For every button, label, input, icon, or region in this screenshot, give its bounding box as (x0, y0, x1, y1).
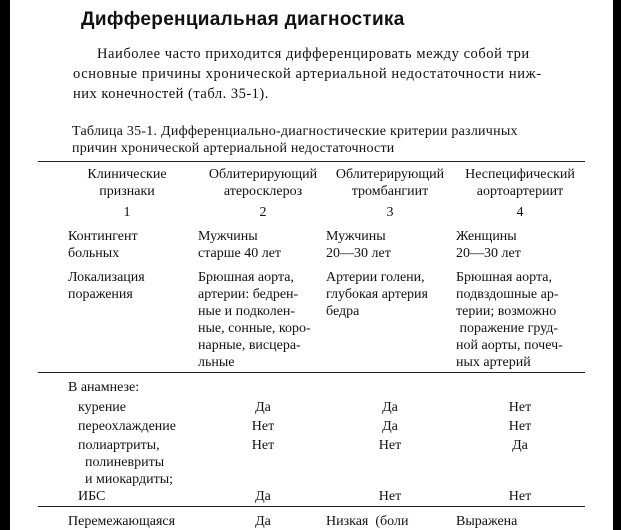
section-heading: Дифференциальная диагностика (81, 9, 405, 30)
table-rule (38, 372, 585, 373)
table-cell: Да (382, 419, 398, 434)
header-cell: Облитерирующий тромбангиит (335, 167, 445, 199)
table-cell: Женщины 20—30 лет (456, 229, 521, 261)
anamnesis-item-label: ИБС (78, 489, 106, 504)
row-label: Локализация поражения (68, 270, 145, 302)
caption-line: Таблица 35-1. Дифференциально-диагностические критерии различных (72, 124, 518, 139)
header-cell: Облитерирующий атеросклероз (208, 167, 318, 199)
row-label: Перемежающаяся (68, 514, 176, 529)
header-cell: Клинические признаки (87, 167, 167, 199)
table-cell: Нет (378, 438, 402, 453)
table-cell: Нет (378, 489, 402, 504)
column-number: 4 (516, 205, 524, 220)
intro-line: них конечностей (табл. 35-1). (73, 86, 269, 102)
row-label: Контингент больных (68, 229, 138, 261)
table-cell: Нет (508, 419, 532, 434)
table-cell: Да (255, 514, 271, 529)
header-cell: Неспецифический аортоартериит (465, 167, 575, 199)
caption-line: причин хронической артериальной недостаточности (72, 141, 395, 156)
intro-line: основные причины хронической артериальной недостаточности ниж- (73, 66, 542, 82)
table-cell: Артерии голени, глубокая артерия бедра (326, 270, 428, 319)
table-cell: Нет (251, 438, 275, 453)
table-cell: Брюшная аорта, артерии: бедрен- ные и подколен- ные, сонные, коро- нарные, висцера- льные (198, 270, 311, 370)
table-cell: Брюшная аорта, подвздошные ар- терии; возможно поражение груд- ной аорты, почеч- ных артерий (456, 270, 563, 370)
table-cell: Выражена (456, 514, 518, 529)
table-cell: Мужчины 20—30 лет (326, 229, 391, 261)
anamnesis-title: В анамнезе: (68, 380, 140, 395)
table-cell: Нет (508, 489, 532, 504)
table-cell: Да (382, 400, 398, 415)
anamnesis-item-label: полиартриты, полиневриты и миокардиты; (78, 438, 173, 487)
column-number: 1 (123, 205, 131, 220)
table-cell: Мужчины старше 40 лет (198, 229, 282, 261)
table-cell: Нет (508, 400, 532, 415)
table-cell: Да (255, 489, 271, 504)
table-cell: Низкая (боли (326, 514, 409, 529)
anamnesis-item-label: курение (78, 400, 127, 415)
table-rule-top (38, 161, 585, 162)
table-rule (38, 506, 585, 507)
table-cell: Нет (251, 419, 275, 434)
column-number: 3 (386, 205, 394, 220)
table-cell: Да (512, 438, 528, 453)
column-number: 2 (259, 205, 267, 220)
document-page (10, 0, 613, 530)
anamnesis-item-label: переохлаждение (78, 419, 176, 434)
intro-line: Наиболее часто приходится дифференцировать между собой три (97, 46, 530, 62)
table-cell: Да (255, 400, 271, 415)
